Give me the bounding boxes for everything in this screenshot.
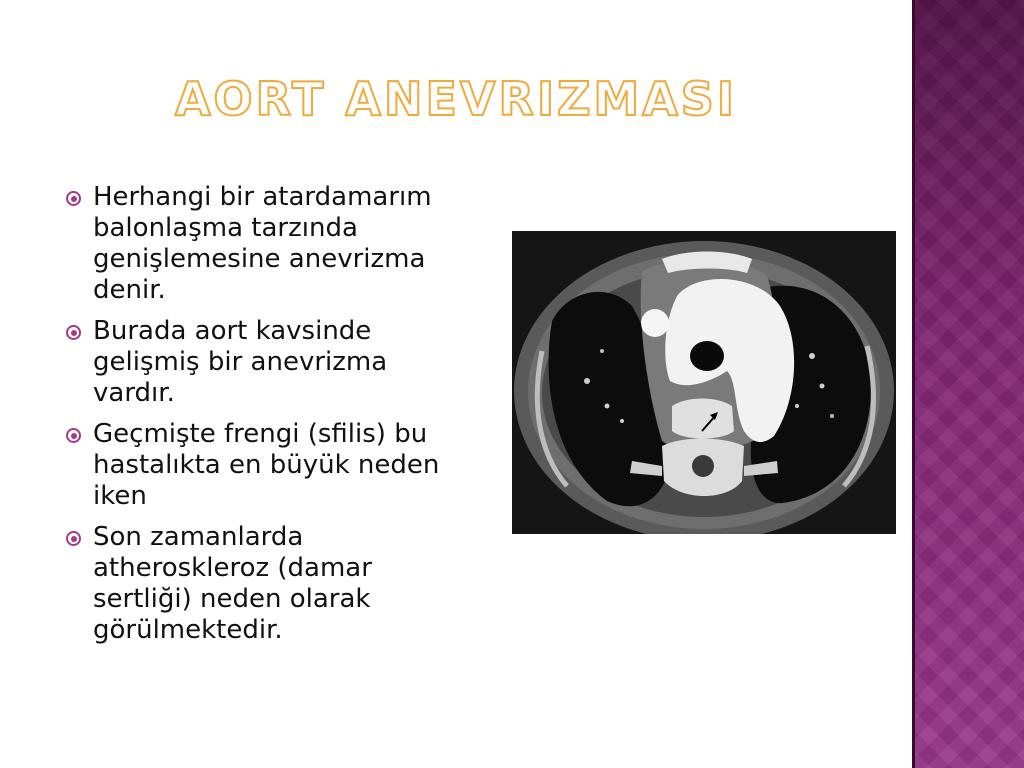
bullet-text: Son zamanlarda atheroskleroz (damar sertliği) neden olarak görülmektedir. (93, 522, 372, 645)
ct-scan-image (512, 231, 896, 534)
bullet-item (62, 182, 462, 306)
circle-bullet-icon (66, 191, 81, 206)
bullet-list (62, 182, 462, 656)
slide-title: AORT ANEVRIZMASI (174, 72, 738, 126)
bullet-item (62, 316, 462, 409)
circle-bullet-icon (66, 325, 81, 340)
bullet-item (62, 522, 462, 646)
bullet-item (62, 419, 462, 512)
circle-bullet-icon (66, 531, 81, 546)
bullet-text: Burada aort kavsinde gelişmiş bir anevrizma vardır. (93, 316, 388, 408)
decorative-side-band (912, 0, 1024, 768)
bullet-text: Herhangi bir atardamarım balonlaşma tarzında genişlemesine anevrizma denir. (93, 182, 432, 305)
circle-bullet-icon (66, 428, 81, 443)
bullet-text: Geçmişte frengi (sfilis) bu hastalıkta en büyük neden iken (93, 419, 440, 511)
ct-scan-drawing (512, 231, 896, 534)
